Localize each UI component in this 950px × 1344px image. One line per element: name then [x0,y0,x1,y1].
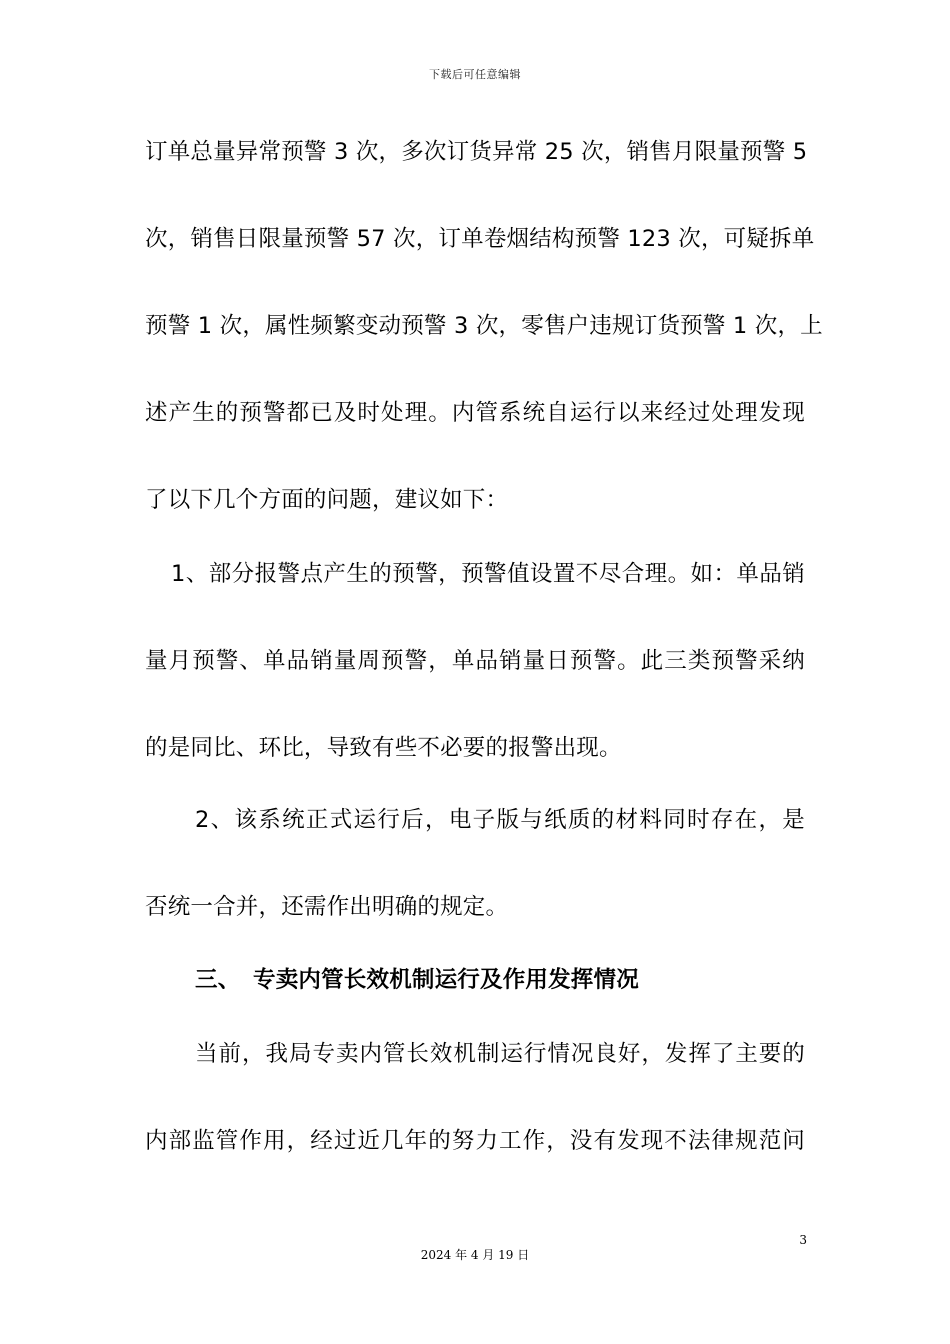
paragraph-line: 预警 1 次，属性频繁变动预警 3 次，零售户违规订货预警 1 次，上 [145,313,823,339]
section-heading-title: 专卖内管长效机制运行及作用发挥情况 [253,967,639,993]
page-number: 3 [799,1233,807,1247]
paragraph-line: 订单总量异常预警 3 次，多次订货异常 25 次，销售月限量预警 5 [145,139,808,165]
paragraph-line: 了以下几个方面的问题，建议如下： [145,487,509,513]
paragraph-line: 的是同比、环比，导致有些不必要的报警出现。 [145,735,622,761]
paragraph-line: 内部监管作用，经过近几年的努力工作，没有发现不法律规范问 [145,1128,805,1154]
paragraph-line: 2、该系统正式运行后，电子版与纸质的材料同时存在，是 [195,807,805,833]
paragraph-line: 1、部分报警点产生的预警，预警值设置不尽合理。如：单品销 [171,561,805,587]
paragraph-line: 次，销售日限量预警 57 次，订单卷烟结构预警 123 次，可疑拆单 [145,226,815,252]
footer-date: 2024 年 4 月 19 日 [420,1248,530,1262]
paragraph-line: 量月预警、单品销量周预警，单品销量日预警。此三类预警采纳 [145,648,805,674]
paragraph-line: 否统一合并，还需作出明确的规定。 [145,894,509,920]
section-heading-number: 三、 [195,967,241,993]
paragraph-line: 当前，我局专卖内管长效机制运行情况良好，发挥了主要的 [195,1041,805,1067]
page-header: 下载后可任意编辑 [429,68,521,81]
paragraph-line: 述产生的预警都已及时处理。内管系统自运行以来经过处理发现 [145,400,805,426]
